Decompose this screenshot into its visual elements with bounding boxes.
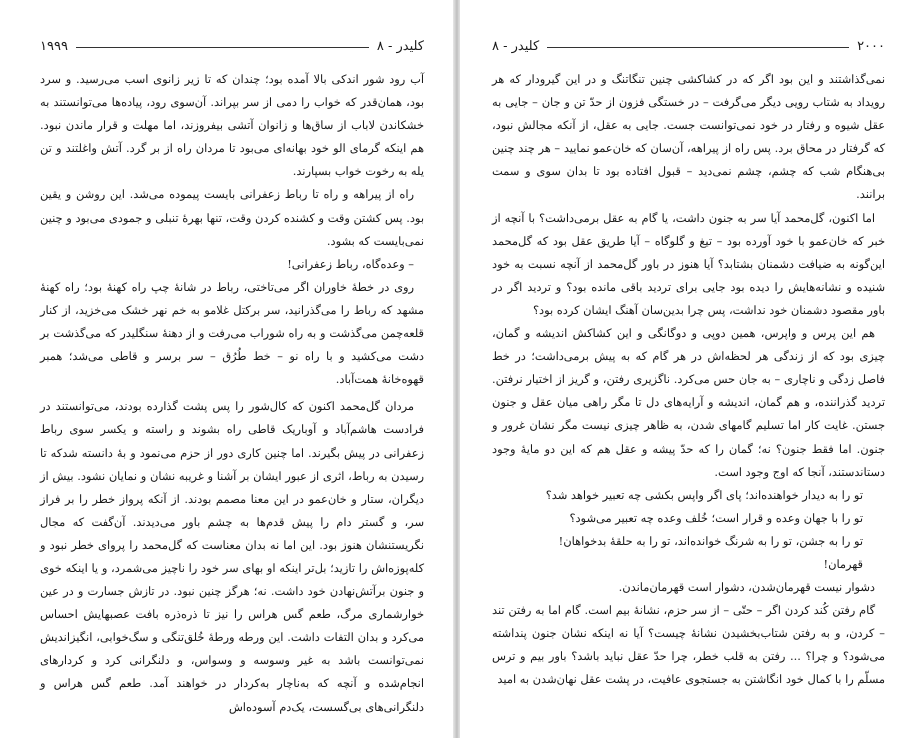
paragraph: اما اکنون، گل‌محمد آیا سر به جنون داشت، یا گام به عقل برمی‌داشت؟ با آنچه از خبر که خان‌عمو با خود آورده بود – تیغ و گلوگاه – آیا طریق عقل بود که گل‌محمد این‌گونه به ضیافت دشمنان بشتابد؟ آیا هنوز در باور گل‌محمد از آنچه نسبت به خود شنیده و نشانه‌هایش را دیده بود جایی برای تردید باقی مانده بود؟ و تردید اگر در باور مقصود دشمنان خود نداشت، پس چرا بدین‌سان آهنگ ایشان کرده بود؟: [492, 210, 885, 317]
paragraph: هم این پرس و واپرس، همین دوپی و دوگانگی و این کشاکش اندیشه و گمان، چیزی بود که از زندگی هر لحظه‌اش در هر گام که به پیش برمی‌داشت؛ در خط فاصل زدگی و ناچاری – به جان حس می‌کرد. ناگزیری رفتن، و گریز از اختیار نرفتن. تردید گذراننده، و هم گمان، اندیشه و آرایه‌های دل تا مگر راهی میان عقل و جنون جستن. غایت کار اما تسلیم گامهای شدن، به ظاهر چیزی نیست مگر نشان غرور و جنون. اما فقط جنون؟ نه؛ گمان را که حدّ پیشه و عقل هم که این دو مایهٔ وجود دستاندستند، آنجا که اوج وجود است.: [492, 326, 885, 479]
paragraph: آب رود شور اندکی بالا آمده بود؛ چندان که تا زیر زانوی اسب می‌رسید. و سرد بود، همان‌قدر که خواب را دمی از سر بپراند. آن‌سوی رود، پیاده‌ها می‌توانستند به خشکاندن لاباب از ساق‌ها و زانوان آتشی بیفروزند، اما مهلت و قرار ماندن نبود. هم اینکه گرمای الو خود بهانه‌ای می‌بود تا مردان راه از بر گرد. آتش واغلتند و تن یله به رخوت خواب بسپارند.: [40, 72, 424, 179]
header-rule: [547, 47, 849, 48]
verse-line: تو را به جشن، تو را به شرنگ خوانده‌اند، تو را به حلقهٔ بدخواهان!: [558, 533, 863, 548]
paragraph: مردان گل‌محمد اکنون که کال‌شور را پس پشت گذارده بودند، می‌توانستند در فرادست هاشم‌آباد و آوباریک قاطی راه بشوند و راسته و یکسر سوی رباط زعفرانی در پیش بگیرند. اما چنین کاری دور از حزم می‌نمود و بهٔ دانسته شدکه تا رسیدن به رباط، اثری از عبور ایشان بر آشنا و غریبه نشان و نمایان نشود. بیش از دیگران، ستار و خان‌عمو در این معنا مصمم بودند. از آنکه پرواز خطر را بر فراز سر، و گستر دام را پیش قدم‌ها به چشم باور می‌دیدند. آن‌گفت که مجال نگریستنشان هنوز بود. این اما نه بدان معناست که گل‌محمد را پروای خطر نبود و کله‌پوزه‌اش را تازید؛ بل‌تر اینکه او بهای سر خود را ناچیز می‌شمرد، و یا اینکه خوی و جنون برآتش‌نهادن خود داشت. نه؛ هرگز چنین نبود. در تازش جسارت و در عین خوارشماری مرگ، طعم گس هراس را نیز تا ذره‌ذره بافت عصبهایش احساس می‌کرد و بدان التفات داشت. این ورطه ورطهٔ خُلق‌تنگی و سگ‌خوابی، انگیزاندیش نمی‌توانست باشد به غیر وسوسه و وسواس، و دلنگرانی کرد و کردارهای انجام‌شده و آنچه که به‌ناچار به‌کردار در خواهند آمد. طعم گس هراس و دلنگرانی‌های بی‌گسست، یک‌دم آسوده‌اش: [40, 399, 424, 714]
left-page-body: [40, 68, 424, 719]
left-page-number: ۱۹۹۹: [40, 38, 68, 54]
header-rule: [76, 47, 369, 48]
right-page-body: [492, 68, 885, 692]
right-running-title: کلیدر - ۸: [492, 38, 540, 54]
paragraph: گام رفتن کُند کردن اگر – حتّی – از سر حزم، نشانهٔ بیم است. گام اما به رفتن تند – کردن، و به رفتن شتاب‌بخشیدن نشانهٔ چیست؟ آیا نه اینکه نشان جنون پنداشته می‌شود؟ و چرا؟ ... رفتن به قلب خطر، چرا حدّ عقل نباید باشد؟ باور بیم و ترس مسلّم را با کمال خود انگاشتن به جستجوی عافیت، در پشت عقل نهان‌شدن به امید: [492, 603, 885, 687]
right-page: [460, 0, 915, 738]
paragraph: نمی‌گذاشتند و این بود اگر که در کشاکشی چنین تنگاتنگ و در این گیرودار که هر رویداد به شتاب رویی دیگر می‌گرفت – در خستگی فزون از حدّ تن و جان – جایی به عقل شیوه و رفتار در خود نمی‌توانست جست. جایی به عقل، از آنکه مجالش نبود، که گرفتار در محاق برد. پس راه از پیراهه، آن‌سان که خان‌عمو نمایید – هر چند چنین بی‌هنگام شب که چشم، چشم نمی‌دید – قبول افتاده بود تا بدان سوی و سمت برانند.: [492, 72, 885, 202]
verse-line: تو را به دیدار خواهنده‌اند؛ پای اگر واپس بکشی چه تعبیر خواهد شد؟: [545, 487, 863, 502]
right-page-header: [492, 34, 885, 58]
paragraph: روی در خطهٔ خاوران اگر می‌تاختی، رباط در شانهٔ چپ راه کهنهٔ بود؛ راه کهنهٔ مشهد که رباط را می‌گذرانید، سر برکتل غلامو به خم نهر خشک می‌خزید، از کنار قلعه‌چمن می‌گذشت و به راه شوراب می‌رفت و از دهنهٔ سنگلیدر که می‌گذشت بر دشت می‌کشید و با راه نو – خط طُرُق – سر برسر و قاطی می‌شد؛ همبر قهوه‌خانهٔ همت‌آباد.: [40, 279, 424, 387]
left-running-title: کلیدر - ۸: [376, 38, 424, 54]
verse-line: تو را با جهان وعده و قرار است؛ خُلف وعده چه تعبیر می‌شود؟: [569, 510, 863, 525]
paragraph: دشوار نیست قهرمان‌شدن، دشوار است قهرمان‌ماندن.: [618, 580, 875, 595]
verse-line: قهرمان!: [823, 556, 863, 571]
paragraph: راه از پیراهه و راه تا رباط زعفرانی بایست پیموده می‌شد. این روشن و یقین بود. پس کشتن وقت و کشنده کردن وقت، تنها بهرهٔ تنبلی و جمودی می‌بود و چنین نمی‌بایست که بشود.: [40, 187, 424, 248]
left-page: [0, 0, 455, 738]
left-page-header: [40, 34, 424, 58]
paragraph: – وعده‌گاه، رباط زعفرانی!: [287, 256, 414, 271]
right-page-number: ۲۰۰۰: [857, 38, 885, 54]
